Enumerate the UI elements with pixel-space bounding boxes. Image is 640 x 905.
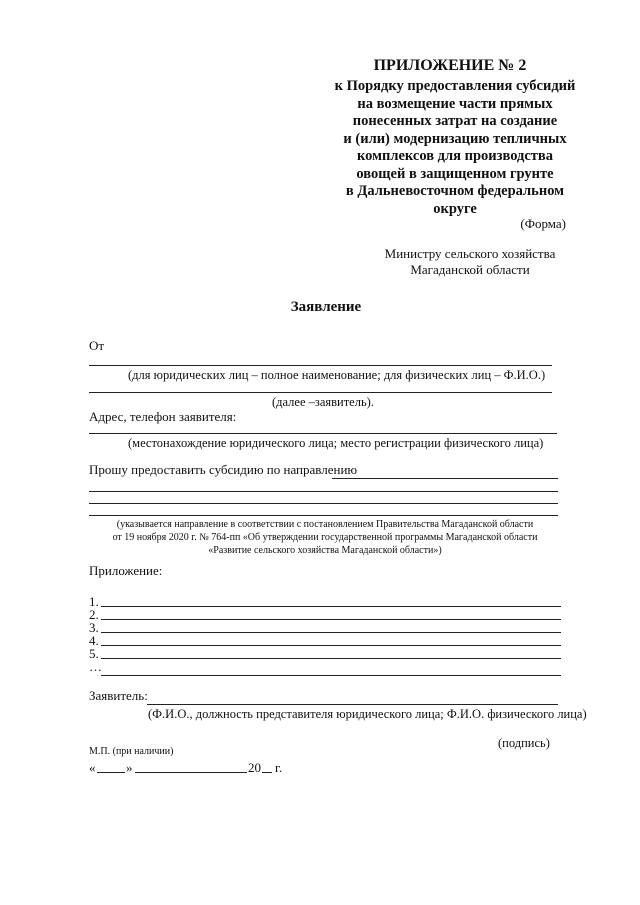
direction-note-line: «Развитие сельского хозяйства Магаданской области») — [208, 545, 442, 556]
applicant-short-name: (далее –заявитель). — [272, 395, 374, 409]
appendix-line: понесенных затрат на создание — [352, 113, 558, 129]
addressee-line: Магаданской области — [410, 262, 530, 277]
attachment-number: 3. — [89, 620, 99, 635]
appendix-line: на возмещение части прямых — [357, 95, 553, 112]
signer-line[interactable] — [147, 704, 558, 705]
direction-line-1[interactable] — [332, 478, 558, 479]
date-open-quote: « — [89, 760, 96, 775]
applicant-name-caption: (для юридических лиц – полное наименование; для физических лиц – Ф.И.О.) — [128, 368, 546, 382]
date-year-line[interactable] — [262, 772, 272, 773]
attachment-line[interactable] — [101, 645, 561, 646]
direction-note-line: от 19 ноября 2020 г. № 764-пп «Об утверждении государственной программы Магаданской области — [112, 532, 538, 543]
form-label: (Форма) — [520, 216, 566, 231]
direction-line-3[interactable] — [89, 503, 558, 504]
attachment-line[interactable] — [101, 675, 561, 676]
direction-line-2[interactable] — [89, 491, 558, 492]
appendix-line: и (или) модернизацию тепличных — [343, 130, 567, 147]
applicant-name-line[interactable] — [89, 365, 552, 366]
attachment-number: 2. — [89, 607, 99, 622]
from-label: От — [89, 338, 105, 353]
attachment-number: 5. — [89, 646, 99, 661]
appendix-line: округе — [433, 200, 477, 217]
attachment-number: 4. — [89, 633, 99, 648]
signature-caption: (подпись) — [498, 736, 550, 750]
appendix-line: овощей в защищенном грунте — [356, 165, 554, 182]
attachment-line[interactable] — [101, 632, 561, 633]
attachment-line[interactable] — [101, 658, 561, 659]
address-caption: (местонахождение юридического лица; место регистрации физического лица) — [128, 436, 544, 450]
address-label: Адрес, телефон заявителя: — [89, 409, 237, 424]
direction-note-line: (указывается направление в соответствии с постановлением Правительства Магаданской области — [116, 519, 534, 530]
attachment-label: Приложение: — [89, 563, 163, 578]
appendix-line: комплексов для производства — [356, 148, 554, 164]
date-year-suffix: г. — [275, 760, 283, 775]
addressee-block — [360, 246, 580, 278]
address-line[interactable] — [89, 433, 557, 434]
appendix-line: к Порядку предоставления субсидий — [334, 78, 576, 94]
applicant-name-line-2[interactable] — [89, 392, 552, 393]
date-close-quote: » — [126, 760, 133, 775]
appendix-reference — [290, 78, 620, 218]
stamp-label: М.П. (при наличии) — [89, 746, 174, 757]
direction-line-4[interactable] — [89, 515, 558, 516]
appendix-line: в Дальневосточном федеральном — [345, 183, 565, 199]
date-month-line[interactable] — [135, 772, 247, 773]
signer-label: Заявитель: — [89, 688, 148, 703]
signer-caption: (Ф.И.О., должность представителя юридического лица; Ф.И.О. физического лица) — [148, 707, 587, 721]
attachment-line[interactable] — [101, 606, 561, 607]
addressee-line: Министру сельского хозяйства — [384, 246, 556, 261]
attachment-number: 1. — [89, 594, 99, 609]
direction-note — [100, 518, 550, 557]
appendix-title: ПРИЛОЖЕНИЕ № 2 — [373, 57, 527, 74]
request-text: Прошу предоставить субсидию по направлению — [89, 462, 358, 477]
date-day-line[interactable] — [97, 772, 125, 773]
attachment-line[interactable] — [101, 619, 561, 620]
document-title: Заявление — [290, 299, 362, 315]
date-century: 20 — [248, 760, 261, 775]
attachment-number: … — [89, 659, 102, 674]
